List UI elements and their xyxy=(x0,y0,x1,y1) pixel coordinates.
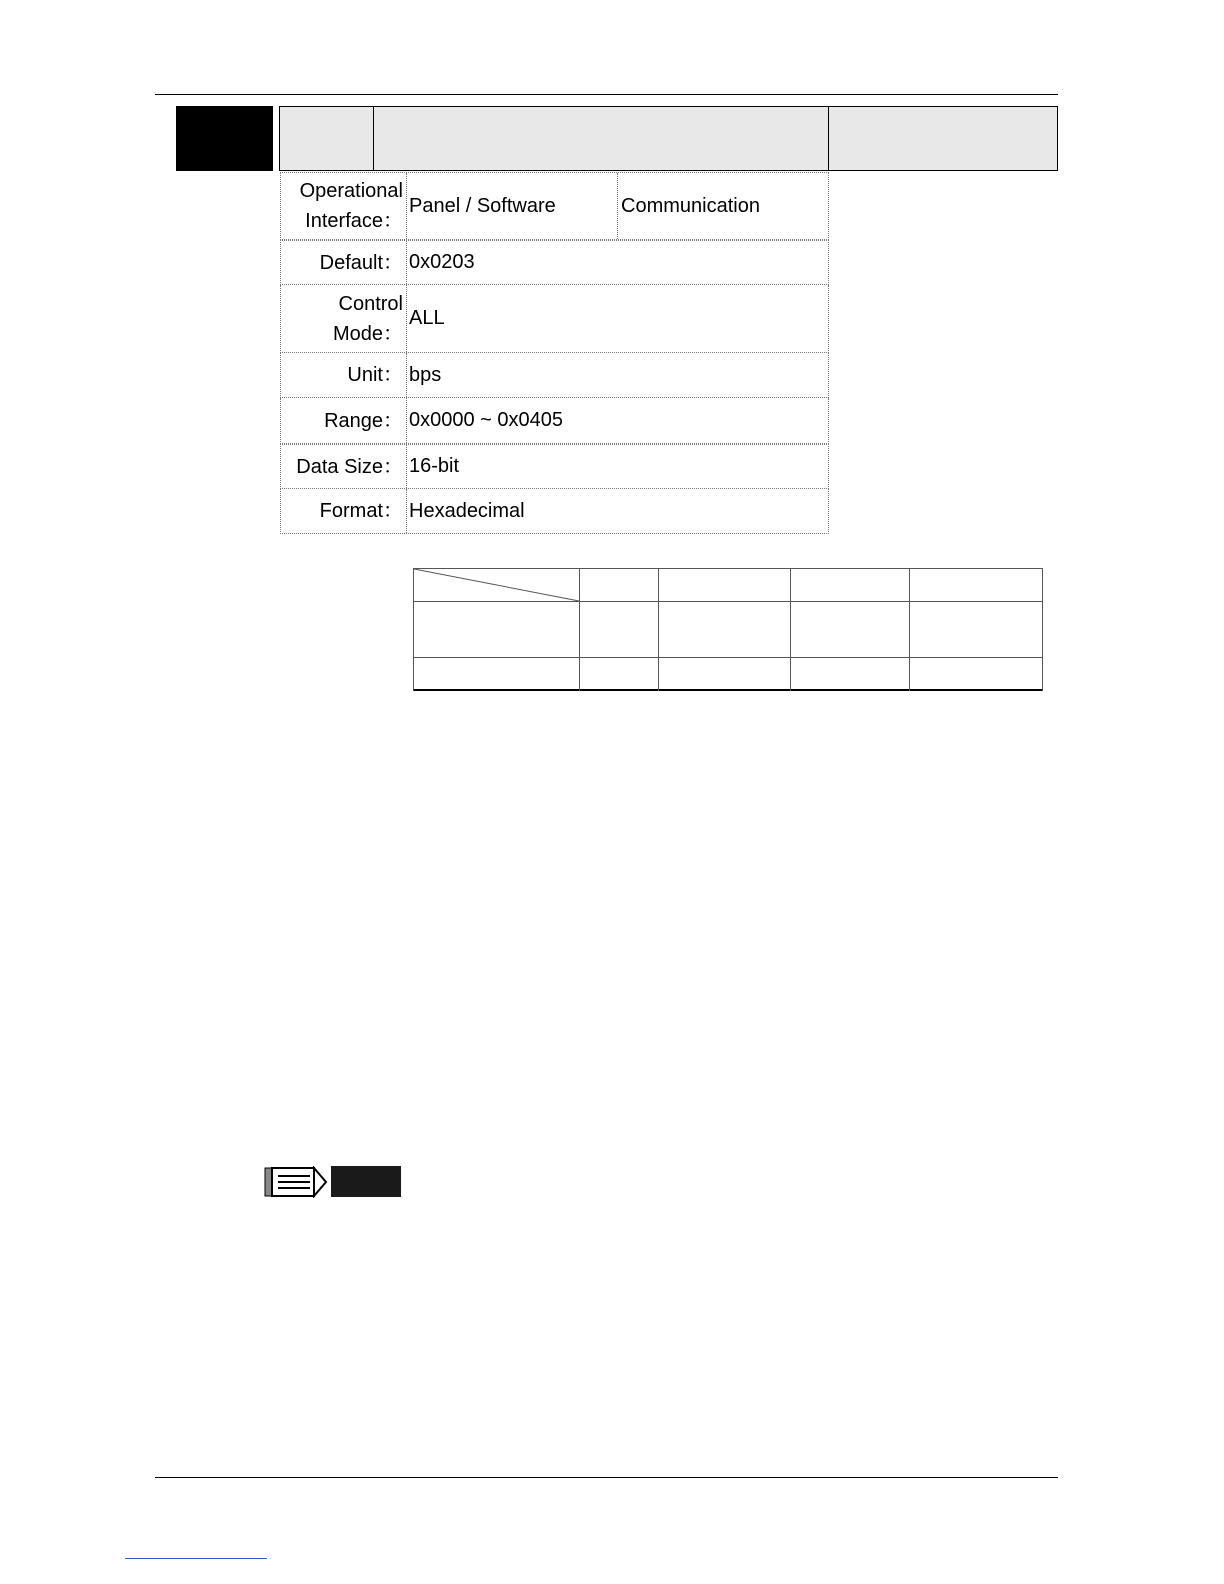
table-col-line xyxy=(909,568,910,691)
header-divider xyxy=(373,107,374,170)
format-value: Hexadecimal xyxy=(409,499,525,522)
note-label-bar xyxy=(331,1166,401,1197)
range-label: Range： xyxy=(324,409,403,432)
default-label: Default： xyxy=(319,251,403,274)
parameter-header-box xyxy=(279,106,1058,171)
format-row xyxy=(280,489,829,534)
control-mode-label-line1: Control xyxy=(338,292,403,315)
unit-value: bps xyxy=(409,363,442,386)
control-mode-label xyxy=(281,285,405,352)
cell-separator xyxy=(406,241,407,284)
interface-value-panel: Panel / Software xyxy=(409,194,556,217)
footer-link-underline[interactable] xyxy=(125,1558,267,1559)
table-col-line xyxy=(790,568,791,691)
unit-row xyxy=(280,353,829,398)
unit-label: Unit： xyxy=(347,364,403,386)
interface-label-line2: Interface： xyxy=(305,210,403,232)
table-rule xyxy=(413,657,1043,658)
baud-rate-table xyxy=(413,568,1043,691)
cell-separator xyxy=(406,285,407,352)
cell-separator xyxy=(406,445,407,488)
diagonal-header-cell xyxy=(413,568,580,602)
table-col-line xyxy=(658,568,659,691)
table-col-line xyxy=(1042,568,1043,691)
cell-separator xyxy=(406,398,407,443)
cell-separator xyxy=(617,173,618,239)
range-row xyxy=(280,398,829,444)
cell-separator xyxy=(406,353,407,397)
default-row xyxy=(280,240,829,285)
data-size-value: 16-bit xyxy=(409,455,460,477)
control-mode-label-line2: Mode： xyxy=(332,322,403,345)
data-size-label: Data Size： xyxy=(296,455,403,478)
interface-row xyxy=(280,172,829,240)
interface-value-communication: Communication xyxy=(621,194,760,217)
interface-label-line1: Operational xyxy=(299,180,403,202)
footer-rule xyxy=(155,1477,1058,1478)
control-mode-row xyxy=(280,285,829,353)
cell-separator xyxy=(406,489,407,533)
data-size-row xyxy=(280,444,829,489)
header-rule xyxy=(155,94,1058,95)
default-value: 0x0203 xyxy=(409,251,475,273)
table-rule xyxy=(413,689,1043,691)
pencil-note-icon xyxy=(264,1166,328,1198)
format-label: Format： xyxy=(319,500,403,522)
header-divider xyxy=(828,107,829,170)
interface-label xyxy=(281,173,405,239)
cell-separator xyxy=(406,173,407,239)
control-mode-value: ALL xyxy=(409,307,445,329)
range-value: 0x0000 ~ 0x0405 xyxy=(409,409,564,431)
parameter-number-tab xyxy=(176,106,273,171)
